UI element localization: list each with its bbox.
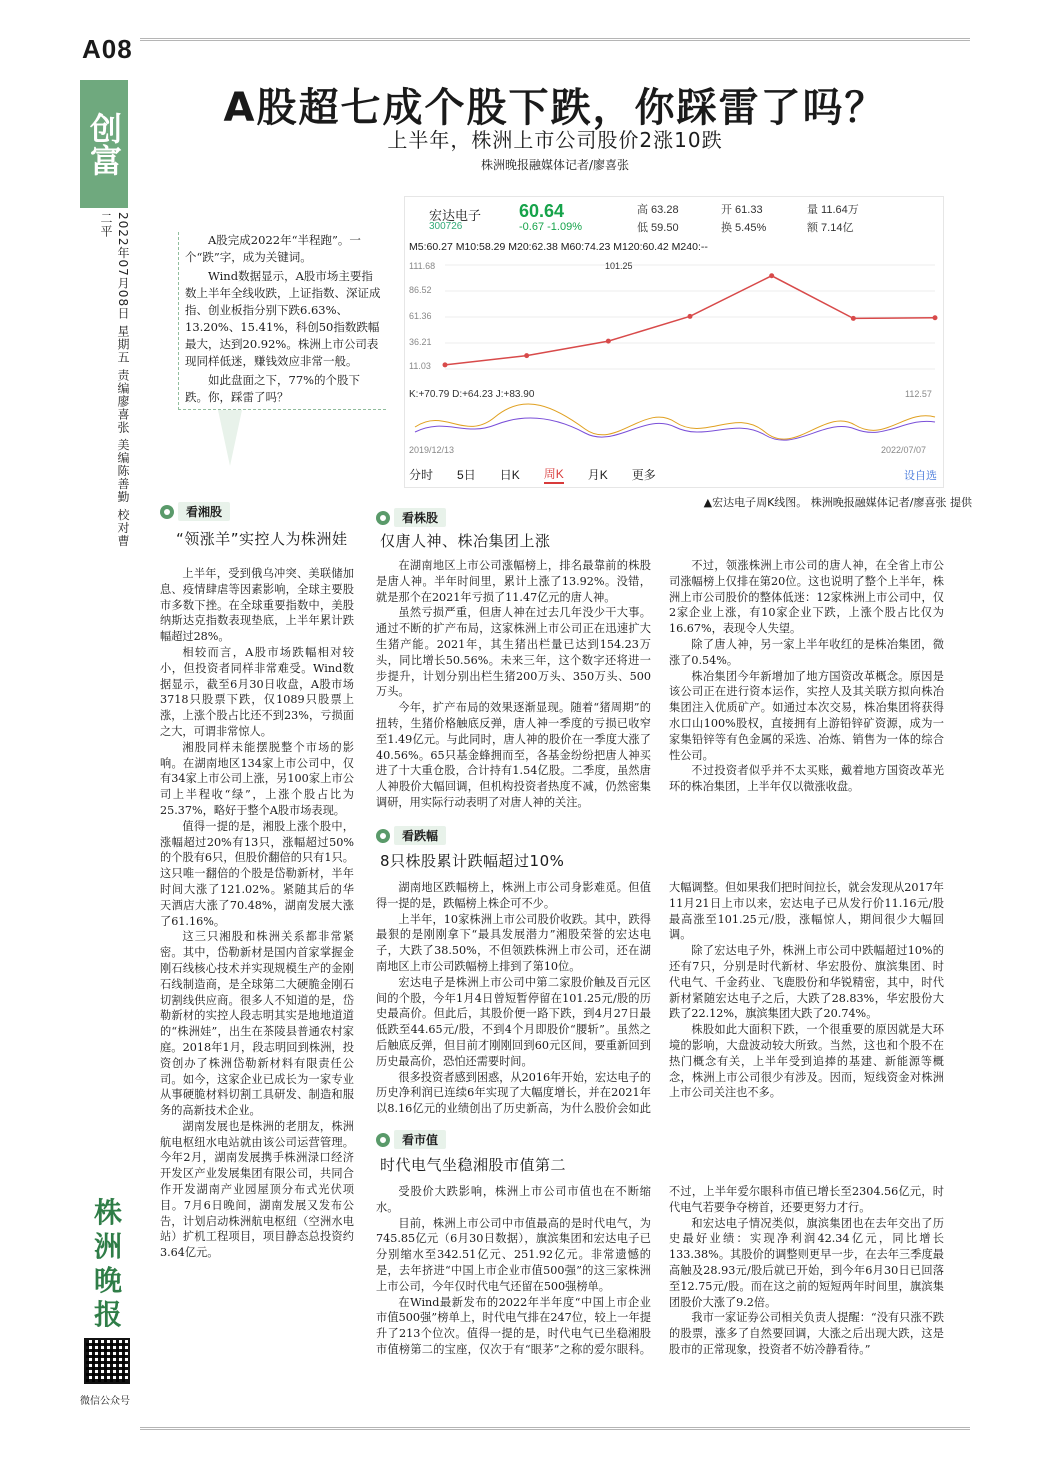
paragraph: 湖南地区跌幅榜上，株洲上市公司身影难觅。但值得一提的是，跌幅榜上株企可不少。 bbox=[376, 881, 651, 910]
column-diefu bbox=[376, 880, 944, 1124]
paragraph: 除了唐人神，另一家上半年收红的是株冶集团，微涨了0.54%。 bbox=[669, 637, 944, 667]
kline-svg bbox=[405, 257, 943, 457]
top-rule bbox=[140, 38, 970, 41]
paragraph: 值得一提的是，湘股上涨个股中，涨幅超过20%有13只，涨幅超过50%的个股有6只，但股价翻倍的只有1只。这只唯一翻倍的个股是岱勒新材，半年时间大涨了121.02%。紧随其后的华天酒店大涨了70.48%，湖南发展大涨了61.16%。 bbox=[160, 819, 354, 928]
price-label: 111.68 bbox=[409, 261, 436, 271]
stat-turnover: 换 5.45% bbox=[721, 222, 767, 234]
section-tag bbox=[376, 508, 446, 527]
headline: A股超七成个股下跌，你踩雷了吗？ bbox=[223, 85, 887, 131]
section-name: 创富 bbox=[85, 112, 123, 176]
price-point bbox=[524, 353, 529, 358]
paragraph: 虽然亏损严重，但唐人神在过去几年没少干大事。通过不断的扩产布局，这家株洲上市公司正在迅速扩大生猪产能。2021年，其生猪出栏量已达到154.23万头，同比增长50.56%。未来三年，这个数字还将进一步提升，计划分别出栏生猪200万头、350万头、500万头。 bbox=[376, 606, 651, 699]
newspaper-logo: 株洲晚报 bbox=[93, 1196, 122, 1331]
section-title: 仅唐人神、株冶集团上涨 bbox=[380, 532, 551, 550]
column-shizhi bbox=[376, 1184, 944, 1406]
stat-volume: 量 11.64万 bbox=[807, 204, 859, 216]
paragraph: 目前，株洲上市公司中市值最高的是时代电气，为745.85亿元（6月30日数据），旗滨集团和宏达电子已分别缩水至342.51亿元、251.92亿元。非常遗憾的是，去年挤进“中国上市企业市值500强”的这三家株洲上市公司，今年仅时代电气还留在500强榜单。 bbox=[376, 1216, 651, 1293]
lead-para: 如此盘面之下，77%的个股下跌。你，踩雷了吗？ bbox=[185, 373, 361, 404]
section-tag bbox=[160, 502, 230, 521]
paragraph: 上半年，10家株洲上市公司股价收跌。其中，跌得最狠的是刚刚拿下“最具发展潜力”湘股荣誉的宏达电子，大跌了38.50%，不但领跌株洲上市公司，还在湖南地区上市公司跌幅榜上排到了第10位。 bbox=[376, 912, 651, 973]
tag-icon bbox=[376, 829, 390, 843]
price-point bbox=[688, 314, 693, 319]
stock-chart bbox=[404, 196, 944, 488]
tab-5day[interactable]: 5日 bbox=[457, 468, 476, 482]
price-series-line bbox=[445, 276, 935, 365]
price-point bbox=[606, 339, 611, 344]
paragraph: 除了宏达电子外，株洲上市公司中跌幅超过10%的还有7只，分别是时代新材、华宏股份、旗滨集团、时代电气、千金药业、飞鹿股份和华锐精密，其中，时代新材紧随宏达电子之后，大跌了28.83%，华宏股份大跌了22.12%，旗滨集团大跌了20.74%。 bbox=[669, 944, 944, 1021]
add-watchlist-button[interactable]: 设自选 bbox=[904, 470, 937, 482]
stat-low: 低 59.50 bbox=[637, 222, 679, 234]
section-title: 时代电气坐稳湘股市值第二 bbox=[380, 1156, 567, 1174]
bottom-rule bbox=[140, 1427, 970, 1430]
chart-caption: ▲宏达电子周K线图。 株洲晚报融媒体记者/廖喜张 提供 bbox=[703, 496, 972, 509]
tab-monthly[interactable]: 月K bbox=[587, 468, 608, 482]
subhead: 上半年，株洲上市公司股价2涨10跌 bbox=[387, 128, 723, 152]
column-zhugu bbox=[376, 558, 944, 812]
byline: 株洲晚报融媒体记者/廖喜张 bbox=[480, 158, 630, 172]
tag-label: 看株股 bbox=[394, 508, 446, 527]
tag-icon bbox=[376, 511, 390, 525]
paragraph: 在Wind最新发布的2022年半年度“中国上市企业市值500强”榜单上，时代电气排在247位，较上一年提升了213个位次。值得一提的是，时代电气已坐稳湘股市值榜第二的宝座，仅次于有“眼茅”之称的爱尔眼科。不过，上半年爱尔眼科市值已增长至2304.56亿元，时代电气若要争夺榜首，还要更努力才行。 bbox=[376, 1185, 944, 1356]
section-brand bbox=[80, 80, 128, 208]
paragraph: 不过投资者似乎并不太买账，戴着地方国资改革光环的株冶集团，上半年仅以微涨收盘。 bbox=[669, 764, 944, 794]
lead-para: A股完成2022年“半程跑”。一个“跌”字，成为关键词。 bbox=[185, 233, 361, 264]
paragraph: 上半年，受到俄乌冲突、美联储加息、疫情肆虐等因素影响，全球主要股市多数下挫。在全球重要指数中，美股纳斯达克指数表现垫底，上半年累计跌幅超过28%。 bbox=[160, 567, 354, 644]
qr-code-icon bbox=[84, 1338, 130, 1384]
paragraph: 和宏达电子情况类似，旗滨集团也在去年交出了历史最好业绩：实现净利润42.34亿元，同比增长133.38%。其股价的调整则更早一步，在去年三季度最高触及28.93元/股后就已开始，到今年6月30日已回落至12.75元/股。而在这之前的短短两年时间里，旗滨集团股价大涨了9.2倍。 bbox=[669, 1216, 944, 1309]
tag-icon bbox=[160, 505, 174, 519]
price-label: 101.25 bbox=[605, 261, 633, 271]
price-point bbox=[769, 273, 774, 278]
price-point bbox=[443, 362, 448, 367]
paragraph: 很多投资者感到困惑，从2016年开始，宏达电子的历史净利润已连续6年实现了大幅度增长，并在2021年以8.16亿元的业绩创出了历史新高，为什么股价会如此大幅调整。但如果我们把时间拉长，就会发现从2017年11月21日上市以来，宏达电子已从发行价11.16元/股最高涨至101.25元/股，涨幅惊人，期间很少大幅回调。 bbox=[376, 881, 944, 1116]
paragraph: 在湖南地区上市公司涨幅榜上，排名最靠前的株股是唐人神。半年时间里，累计上涨了13.92%。没错，就是那个在2021年亏损了11.47亿元的唐人神。 bbox=[376, 559, 651, 604]
stock-code: 300726 bbox=[429, 221, 463, 232]
tag-label: 看跌幅 bbox=[394, 826, 446, 845]
page-number: A08 bbox=[82, 34, 133, 64]
price-label: 86.52 bbox=[409, 285, 432, 295]
qr-label: 微信公众号 bbox=[80, 1396, 130, 1407]
price-point bbox=[851, 316, 856, 321]
period-tabs bbox=[409, 465, 939, 484]
paragraph: 今年，扩产布局的效果逐渐显现。随着“猪周期”的扭转，生猪价格触底反弹，唐人神一季度的亏损已收窄至1.49亿元。与此同时，唐人神的股价在一季度大涨了40.56%。65只基金蜂拥而至，各基金纷纷把唐人神买进了十大重仓股，合计持有1.54亿股。二季度，虽然唐人神股价大幅回调，但机构投资者热度不减，仍然密集调研，用实际行动表明了对唐人神的关注。 bbox=[376, 701, 651, 809]
paragraph: 我市一家证券公司相关负责人提醒：“没有只涨不跌的股票，涨多了自然要回调，大涨之后出现大跌，这是股市的正常现象，投资者不妨冷静看待。” bbox=[669, 1311, 944, 1356]
tab-minute[interactable]: 分时 bbox=[409, 468, 434, 482]
price-label: 11.03 bbox=[409, 361, 431, 371]
issue-meta: 2022年07月08日 星期五 责编廖喜张 美编陈善勤 校对曹二平 bbox=[99, 212, 130, 548]
column-xianggu bbox=[160, 566, 354, 1261]
stat-amount: 额 7.14亿 bbox=[807, 222, 854, 234]
price-point bbox=[933, 315, 938, 320]
tab-more[interactable]: 更多 bbox=[631, 468, 656, 482]
tag-label: 看市值 bbox=[394, 1130, 446, 1149]
stat-high: 高 63.28 bbox=[637, 204, 679, 216]
ma-readout: M5:60.27 M10:58.29 M20:62.38 M60:74.23 M120:60.42 M240:-- bbox=[409, 241, 708, 253]
lead-para: Wind数据显示，A股市场主要指数上半年全线收跌，上证指数、深证成指、创业板指分别下跌6.63%、13.20%、15.41%，科创50指数跌幅最大，达到20.92%。株洲上市公司表现同样低迷，赚钱效应非常一般。 bbox=[185, 269, 381, 368]
date-start: 2019/12/13 bbox=[409, 445, 455, 455]
stat-open: 开 61.33 bbox=[721, 204, 763, 216]
paragraph: 相较而言，A股市场跌幅相对较小，但投资者同样非常难受。Wind数据显示，截至6月30日收盘，A股市场3718只股票下跌，仅1089只股票上涨，上涨个股占比还不到23%，亏损面之大，可谓非常惊人。 bbox=[160, 645, 354, 738]
stock-change: -0.67 -1.09% bbox=[519, 221, 582, 233]
date-end: 2022/07/07 bbox=[881, 445, 927, 455]
lead-pointer bbox=[218, 410, 242, 466]
kdj-d-line bbox=[415, 418, 935, 440]
stock-name: 宏达电子 bbox=[429, 208, 482, 223]
paragraph: 湘股同样未能摆脱整个市场的影响。在湖南地区134家上市公司中，仅有34家上市公司上涨，另100家上市公司上半程收“绿”，上涨个股占比为25.37%，略好于整个A股市场表现。 bbox=[160, 740, 354, 817]
lead-box bbox=[178, 232, 386, 410]
paragraph: 株股如此大面积下跌，一个很重要的原因就是大环境的影响，大盘波动较大所致。当然，这也和个股不在热门概念有关，上半年受到追捧的基建、新能源等概念，株洲上市公司很少有涉及。因而，短线资金对株洲上市公司关注也不多。 bbox=[669, 1023, 944, 1100]
section-title: 8只株股累计跌幅超过10% bbox=[380, 852, 565, 870]
paragraph: 受股价大跌影响，株洲上市公司市值也在不断缩水。 bbox=[376, 1185, 651, 1214]
paragraph: 这三只湘股和株洲关系都非常紧密。其中，岱勒新材是国内首家掌握金刚石线核心技术并实现规模生产的金刚石线制造商，是全球第二大硬脆金刚石切割线供应商。很多人不知道的是，岱勒新材的实控人段志明其实是地地道道的“株洲娃”，出生在茶陵县普通农村家庭。2018年1月，段志明回到株洲，投资创办了株洲岱勒新材料有限责任公司。如今，这家企业已成长为一家专业从事硬脆材料切割工具研发、制造和服务的高新技术企业。 bbox=[160, 930, 354, 1118]
tag-icon bbox=[376, 1133, 390, 1147]
paragraph: 株冶集团今年新增加了地方国资改革概念。原因是该公司正在进行资本运作，实控人及其关联方拟向株冶集团注入优质矿产。如通过本次交易，株冶集团将获得水口山100%股权，直接拥有上游铅锌矿资源，成为一家集铅锌等有色金属的采选、冶炼、销售为一体的综合性公司。 bbox=[669, 669, 944, 762]
kdj-high: 112.57 bbox=[905, 389, 932, 399]
tab-weekly[interactable]: 周K bbox=[544, 465, 564, 484]
price-label: 61.36 bbox=[409, 311, 432, 321]
price-label: 36.21 bbox=[409, 337, 432, 347]
kdj-k-line bbox=[415, 404, 935, 439]
paragraph: 湖南发展也是株洲的老朋友，株洲航电枢纽水电站就由该公司运营管理。今年2月，湖南发展携手株洲渌口经济开发区产业发展集团有限公司，共同合作开发湖南产业园屋顶分布式光伏项目。7月6日晚间，湖南发展又发布公告，计划启动株洲航电枢纽（空洲水电站）扩机工程项目，项目静态总投资约3.64亿元。 bbox=[160, 1119, 354, 1260]
tag-label: 看湘股 bbox=[178, 502, 230, 521]
kdj-readout: K:+70.79 D:+64.23 J:+83.90 bbox=[409, 389, 535, 400]
section-tag bbox=[376, 826, 446, 845]
stock-price: 60.64 bbox=[519, 201, 565, 221]
tab-daily[interactable]: 日K bbox=[499, 468, 520, 482]
section-title: “领涨羊”实控人为株洲娃 bbox=[176, 530, 348, 548]
paragraph: 不过，领涨株洲上市公司的唐人神，在全省上市公司涨幅榜上仅排在第20位。这也说明了整个上半年，株洲上市公司股价的整体低迷：12家株洲上市公司中，仅2家企业上涨，有10家企业下跌，上涨个股占比仅为16.67%，表现令人失望。 bbox=[669, 559, 944, 636]
paragraph: 宏达电子是株洲上市公司中第二家股价触及百元区间的个股，今年1月4日曾短暂停留在101.25元/股的历史最高价。但此后，其股价便一路下跌，到4月27日最低跌至44.65元/股，不到4个月即股价“腰斩”。虽然之后触底反弹，但目前才刚刚回到60元区间，要重新回到历史最高价，恐怕还需要时间。 bbox=[376, 975, 651, 1068]
section-tag bbox=[376, 1130, 446, 1149]
